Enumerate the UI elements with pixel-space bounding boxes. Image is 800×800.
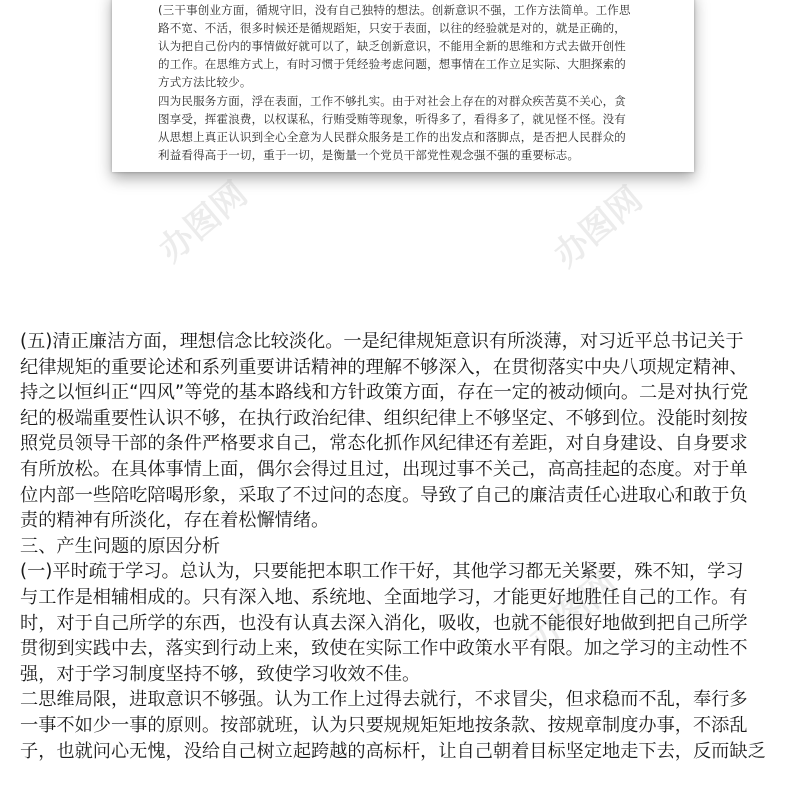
watermark: 办图网: [546, 179, 651, 276]
preview-line: 的工作。在思维方式上，有时习惯于凭经验考虑问题，想事情在工作立足实际、大胆探索的: [158, 57, 626, 72]
document-body: [20, 329, 782, 764]
paragraph-line: (五)清正廉洁方面，理想信念比较淡化。一是纪律规矩意识有所淡薄，对习近平总书记关于: [20, 331, 744, 352]
preview-text: [158, 0, 658, 164]
preview-line: 路不宽、不活，很多时候还是循规蹈矩，只安于表面，以往的经验就是对的，就是正确的，: [158, 21, 626, 36]
paragraph-line: 二思维局限，进取意识不够强。认为工作上过得去就行，不求冒尖，但求稳而不乱，奉行多: [20, 689, 748, 711]
paragraph-line: 责的精神有所淡化，存在着松懈情绪。: [20, 510, 330, 532]
document-page-preview: [112, 0, 694, 172]
paragraph-line: (一)平时疏于学习。总认为，只要能把本职工作干好，其他学习都无关紧要，殊不知，学习: [20, 561, 744, 583]
preview-line: 方式方法比较少。: [158, 75, 252, 90]
paragraph-line: 时，对于自己所学的东西，也没有认真去深入消化，吸收，也就不能很好地做到把自己所学: [20, 612, 748, 634]
watermark: 办图网: [521, 564, 626, 661]
preview-line: 图享受，挥霍浪费，以权谋私，行贿受贿等现象，听得多了，看得多了，就见怪不怪。没有: [158, 111, 626, 126]
paragraph-line: 贯彻到实践中去，落实到行动上来，致使在实际工作中政策水平有限。加之学习的主动性不: [20, 638, 748, 660]
paragraph-line: 持之以恒纠正“四风”等党的基本路线和方针政策方面，存在一定的被动倾向。二是对执行党: [20, 382, 749, 404]
paragraph-line: 一事不如少一事的原则。按部就班，认为只要规规矩矩地按条款、按规章制度办事，不添乱: [20, 714, 748, 736]
paragraph-line: 位内部一些陪吃陪喝形象，采取了不过问的态度。导致了自己的廉洁责任心进取心和敢于负: [20, 484, 748, 506]
paragraph-line: 强，对于学习制度坚持不够，致使学习收效不佳。: [20, 663, 421, 685]
preview-line: 利益看得高于一切，重于一切，是衡量一个党员干部党性观念强不强的重要标志。: [158, 147, 580, 162]
paragraph-line: 有所放松。在具体事情上面，偶尔会得过且过，出现过事不关己，高高挂起的态度。对于单: [20, 458, 748, 480]
paragraph-line: 照党员领导干部的条件严格要求自己，常态化抓作风纪律还有差距，对自身建设、自身要求: [20, 433, 748, 455]
paragraph-line: 纪律规矩的重要论述和系列重要讲话精神的理解不够深入，在贯彻落实中央八项规定精神、: [20, 356, 748, 378]
watermark: 办图网: [151, 174, 256, 271]
paragraph-line: 纪的极端重要性认识不够，在执行政治纪律、组织纪律上不够坚定、不够到位。没能时刻按: [20, 407, 748, 429]
section-heading: 三、产生问题的原因分析: [20, 535, 221, 557]
preview-line: 四为民服务方面，浮在表面，工作不够扎实。由于对社会上存在的对群众疾苦莫不关心，贪: [158, 93, 626, 108]
preview-line: 从思想上真正认识到全心全意为人民群众服务是工作的出发点和落脚点，是否把人民群众的: [158, 129, 626, 144]
preview-line: (三干事创业方面，循规守旧，没有自己独特的想法。创新意识不强，工作方法简单。工作思: [158, 3, 631, 18]
paragraph-line: 与工作是相辅相成的。只有深入地、系统地、全面地学习，才能更好地胜任自己的工作。有: [20, 586, 748, 608]
paragraph-line: 子，也就问心无愧，没给自己树立起跨越的高标杆，让自己朝着目标坚定地走下去，反而缺乏: [20, 740, 766, 762]
preview-line: 认为把自己份内的事情做好就可以了，缺乏创新意识，不能用全新的思维和方式去做开创性: [158, 39, 626, 54]
